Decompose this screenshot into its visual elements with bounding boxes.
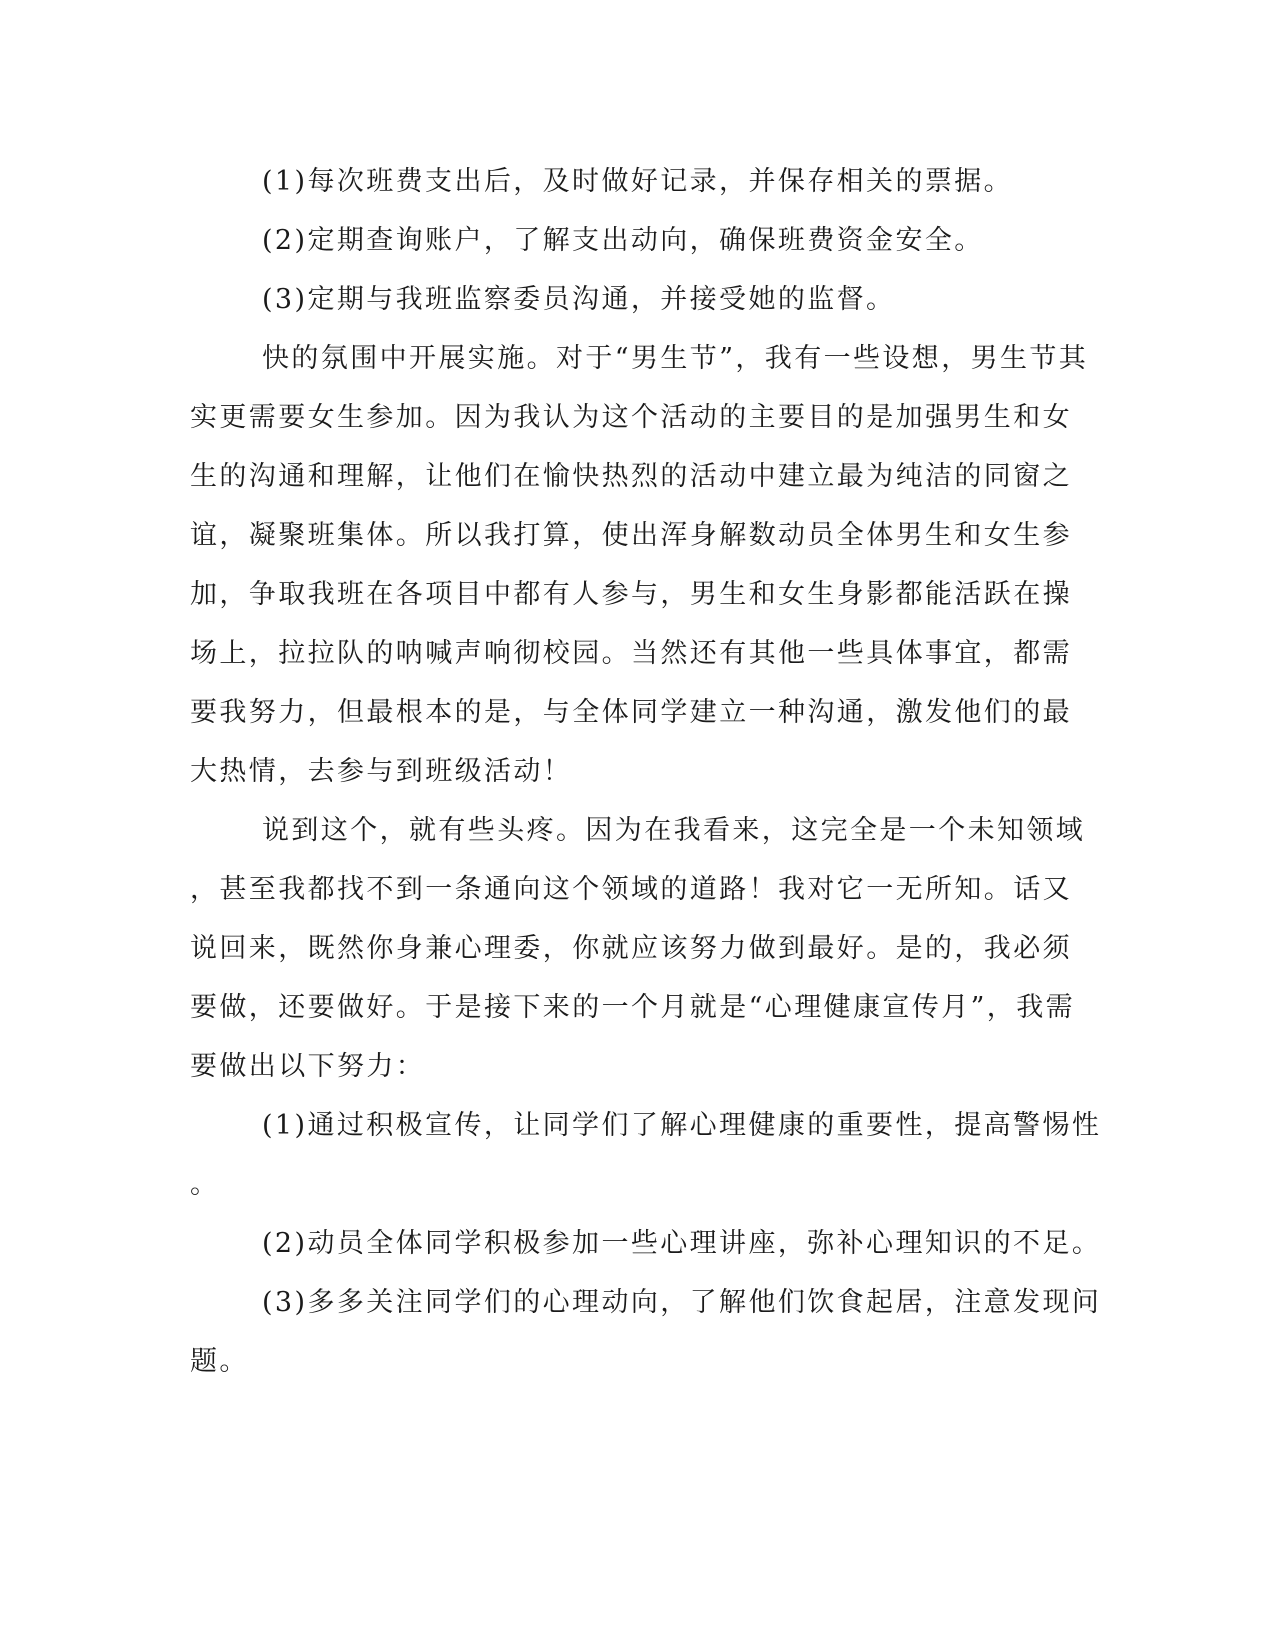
text-line: 谊，凝聚班集体。所以我打算，使出浑身解数动员全体男生和女生参 [190,520,1072,551]
text-line: 大热情，去参与到班级活动！ [190,756,573,787]
text-line: 说回来，既然你身兼心理委，你就应该努力做到最好。是的，我必须 [190,933,1072,964]
text-line: 加，争取我班在各项目中都有人参与，男生和女生身影都能活跃在操 [190,579,1072,610]
text-line: 题。 [190,1346,249,1377]
text-line: (2)动员全体同学积极参加一些心理讲座，弥补心理知识的不足。 [262,1228,1102,1259]
text-line: (3)定期与我班监察委员沟通，并接受她的监督。 [262,284,896,315]
text-line: 实更需要女生参加。因为我认为这个活动的主要目的是加强男生和女 [190,402,1072,433]
text-line: (1)每次班费支出后，及时做好记录，并保存相关的票据。 [262,166,1014,197]
text-line: 生的沟通和理解，让他们在愉快热烈的活动中建立最为纯洁的同窗之 [190,461,1072,492]
text-line: 快的氛围中开展实施。对于“男生节”，我有一些设想，男生节其 [262,343,1089,374]
text-line: (1)通过积极宣传，让同学们了解心理健康的重要性，提高警惕性 [262,1110,1102,1141]
text-line: 说到这个，就有些头疼。因为在我看来，这完全是一个未知领域 [262,815,1086,846]
text-line: 场上，拉拉队的呐喊声响彻校园。当然还有其他一些具体事宜，都需 [190,638,1072,669]
text-line: 要做出以下努力： [190,1051,426,1082]
text-line: 要做，还要做好。于是接下来的一个月就是“心理健康宣传月”，我需 [190,992,1076,1023]
text-line: 。 [190,1169,220,1200]
text-line: ，甚至我都找不到一条通向这个领域的道路！我对它一无所知。话又 [190,874,1072,905]
text-line: 要我努力，但最根本的是，与全体同学建立一种沟通，激发他们的最 [190,697,1072,728]
text-line: (3)多多关注同学们的心理动向，了解他们饮食起居，注意发现问 [262,1287,1102,1318]
text-line: (2)定期查询账户，了解支出动向，确保班费资金安全。 [262,225,984,256]
